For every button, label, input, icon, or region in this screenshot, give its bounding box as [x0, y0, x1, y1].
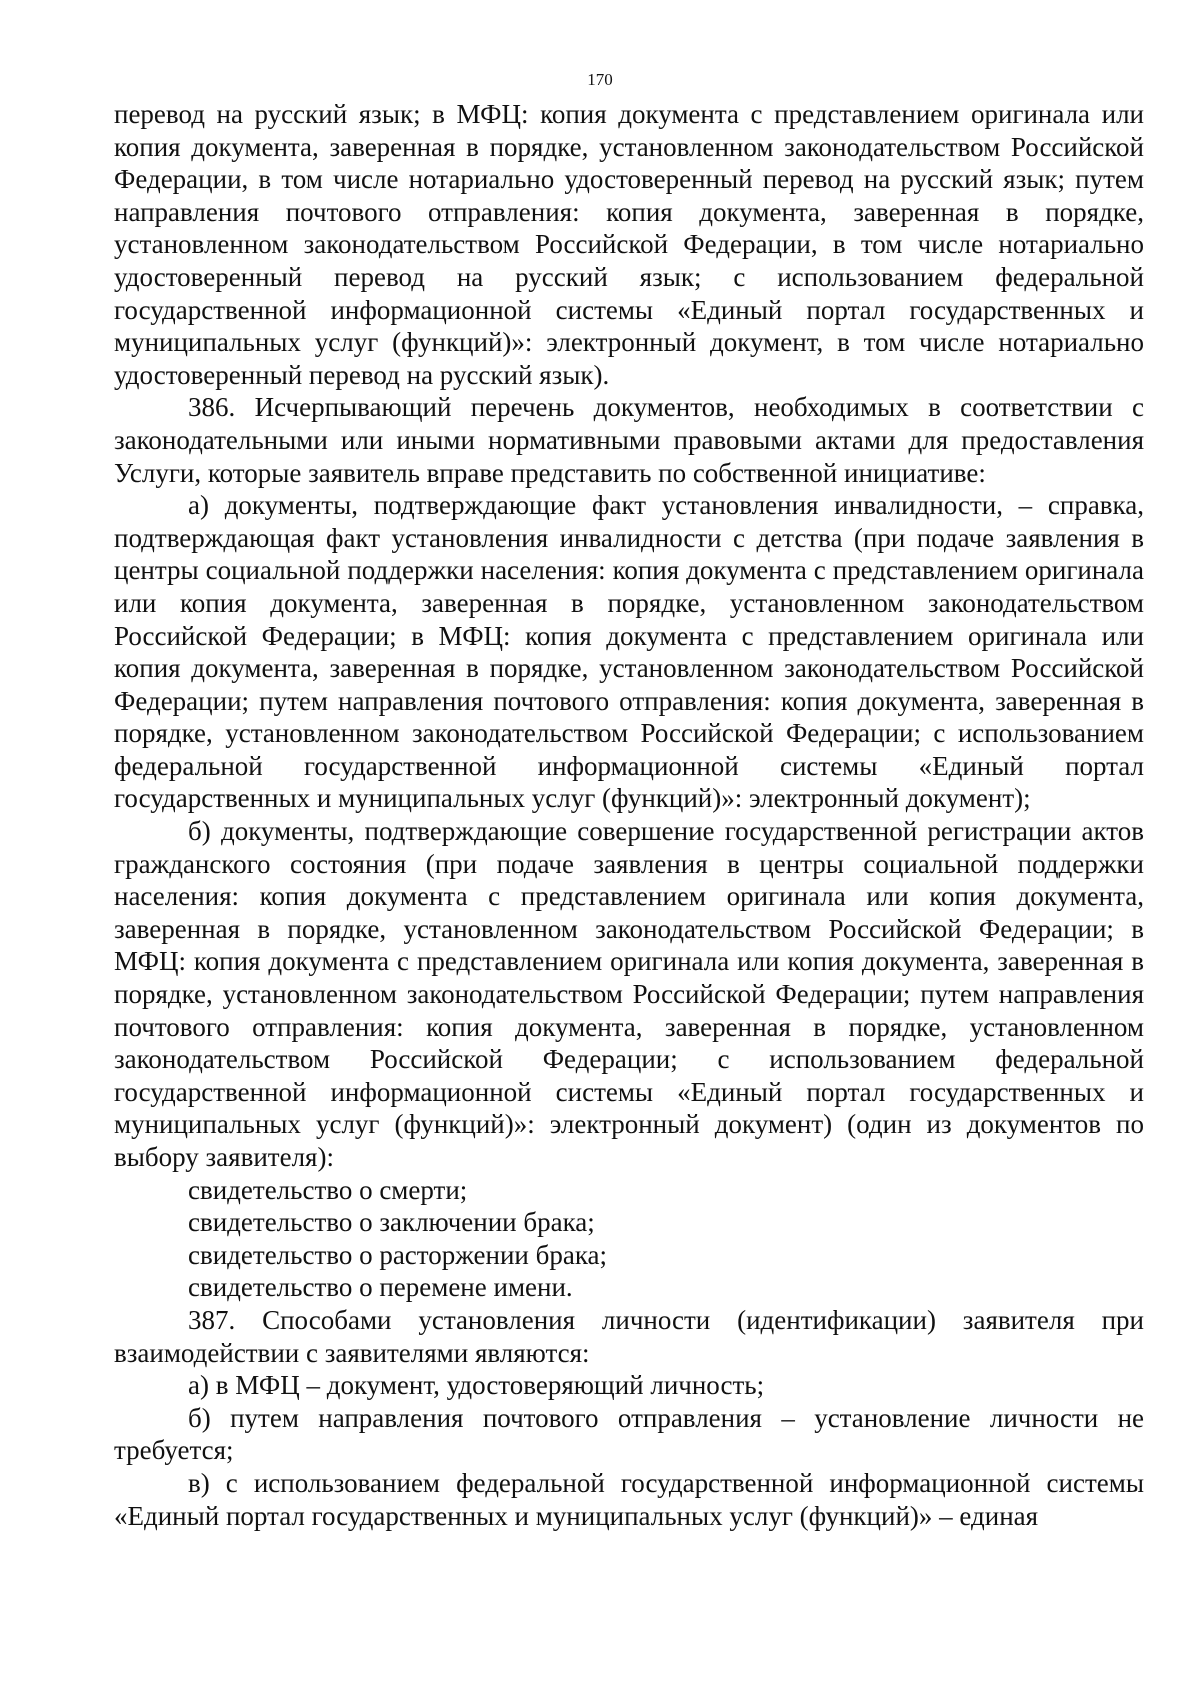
- paragraph-continuation: перевод на русский язык; в МФЦ: копия документа с представлением оригинала или копия документа, заверенная в порядке, установленном законодательством Российской Федерации, в том числе нотариально удостоверенный перевод на русский язык; путем направления почтового отправления: копия документа, заверенная в порядке, установленном законодательством Российской Федерации, в том числе нотариально удостоверенный перевод на русский язык; с использованием федеральной государственной информационной системы «Единый портал государственных и муниципальных услуг (функций)»: электронный документ, в том числе нотариально удостоверенный перевод на русский язык).: [114, 99, 1144, 390]
- list-item-divorce-certificate: свидетельство о расторжении брака;: [188, 1239, 608, 1270]
- list-item-death-certificate: свидетельство о смерти;: [188, 1174, 468, 1205]
- paragraph-386-a: а) документы, подтверждающие факт установления инвалидности, – справка, подтверждающая факт установления инвалидности с детства (при подаче заявления в центры социальной поддержки населения: копия документа с представлением оригинала или копия документа, заверенная в порядке, установленном законодательством Российской Федерации; в МФЦ: копия документа с представлением оригинала или копия документа, заверенная в порядке, установленном законодательством Российской Федерации; путем направления почтового отправления: копия документа, заверенная в порядке, установленном законодательством Российской Федерации; с использованием федеральной государственной информационной системы «Единый портал государственных и муниципальных услуг (функций)»: электронный документ);: [114, 490, 1144, 814]
- document-body: [114, 98, 1144, 1532]
- paragraph-387-a: а) в МФЦ – документ, удостоверяющий личность;: [188, 1370, 765, 1401]
- paragraph-386: 386. Исчерпывающий перечень документов, необходимых в соответствии с законодательными или иными нормативными правовыми актами для предоставления Услуги, которые заявитель вправе представить по собственной инициативе:: [114, 392, 1144, 488]
- list-item-name-change-certificate: свидетельство о перемене имени.: [188, 1272, 573, 1303]
- paragraph-386-b: б) документы, подтверждающие совершение государственной регистрации актов гражданского состояния (при подаче заявления в центры социальной поддержки населения: копия документа с представлением оригинала или копия документа, заверенная в порядке, установленном законодательством Российской Федерации; в МФЦ: копия документа с представлением оригинала или копия документа, заверенная в порядке, установленном законодательством Российской Федерации; путем направления почтового отправления: копия документа, заверенная в порядке, установленном законодательством Российской Федерации; с использованием федеральной государственной информационной системы «Единый портал государственных и муниципальных услуг (функций)»: электронный документ) (один из документов по выбору заявителя):: [114, 816, 1144, 1172]
- paragraph-387: 387. Способами установления личности (идентификации) заявителя при взаимодействии с заявителями являются:: [114, 1304, 1144, 1368]
- page-number: 170: [587, 70, 613, 89]
- list-item-marriage-certificate: свидетельство о заключении брака;: [188, 1207, 595, 1238]
- paragraph-387-b: б) путем направления почтового отправления – установление личности не требуется;: [114, 1402, 1144, 1466]
- paragraph-387-c: в) с использованием федеральной государственной информационной системы «Единый портал государственных и муниципальных услуг (функций)» – единая: [114, 1467, 1144, 1531]
